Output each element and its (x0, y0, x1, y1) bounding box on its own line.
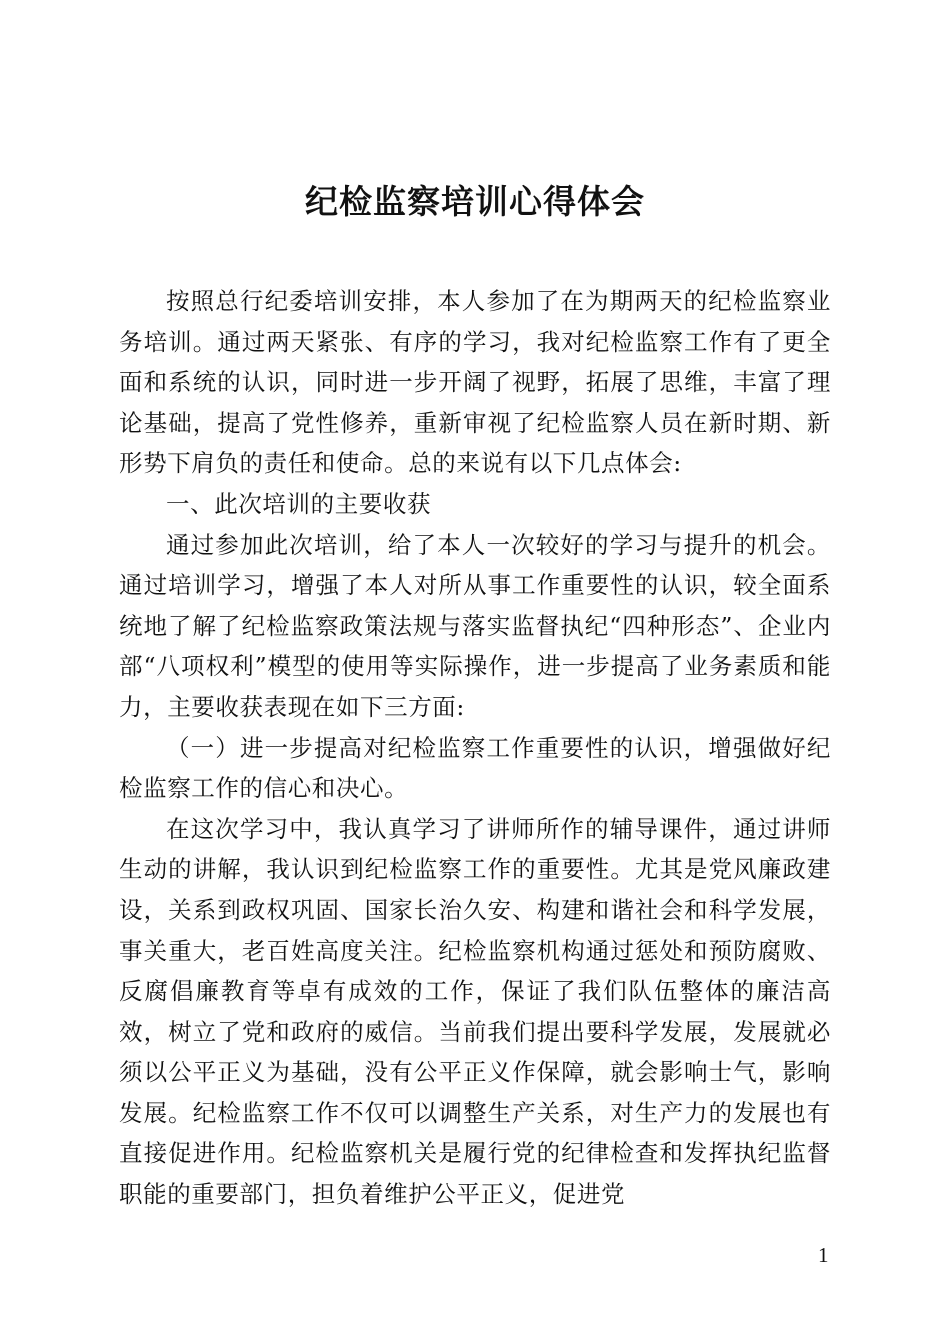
document-body (119, 281, 831, 1215)
paragraph: 按照总行纪委培训安排，本人参加了在为期两天的纪检监察业务培训。通过两天紧张、有序的学习，我对纪检监察工作有了更全面和系统的认识，同时进一步开阔了视野，拓展了思维，丰富了理论基础，提高了党性修养，重新审视了纪检监察人员在新时期、新形势下肩负的责任和使命。总的来说有以下几点体会: (119, 287, 831, 478)
subsection-heading: （一）进一步提高对纪检监察工作重要性的认识，增强做好纪检监察工作的信心和决心。 (119, 733, 831, 803)
paragraph: 通过参加此次培训，给了本人一次较好的学习与提升的机会。通过培训学习，增强了本人对所从事工作重要性的认识，较全面系统地了解了纪检监察政策法规与落实监督执纪“四种形态”、企业内部“八项权利”模型的使用等实际操作，进一步提高了业务素质和能力，主要收获表现在如下三方面: (119, 530, 831, 721)
page-number: 1 (818, 1243, 829, 1267)
document-title: 纪检监察培训心得体会 (305, 182, 645, 221)
paragraph: 在这次学习中，我认真学习了讲师所作的辅导课件，通过讲师生动的讲解，我认识到纪检监察工作的重要性。尤其是党风廉政建设，关系到政权巩固、国家长治久安、构建和谐社会和科学发展，事关重大，老百姓高度关注。纪检监察机构通过惩处和预防腐败、反腐倡廉教育等卓有成效的工作，保证了我们队伍整体的廉洁高效，树立了党和政府的威信。当前我们提出要科学发展，发展就必须以公平正义为基础，没有公平正义作保障，就会影响士气，影响发展。纪检监察工作不仅可以调整生产关系，对生产力的发展也有直接促进作用。纪检监察机关是履行党的纪律检查和发挥执纪监督职能的重要部门，担负着维护公平正义，促进党 (119, 814, 831, 1209)
section-heading: 一、此次培训的主要收获 (166, 489, 432, 518)
